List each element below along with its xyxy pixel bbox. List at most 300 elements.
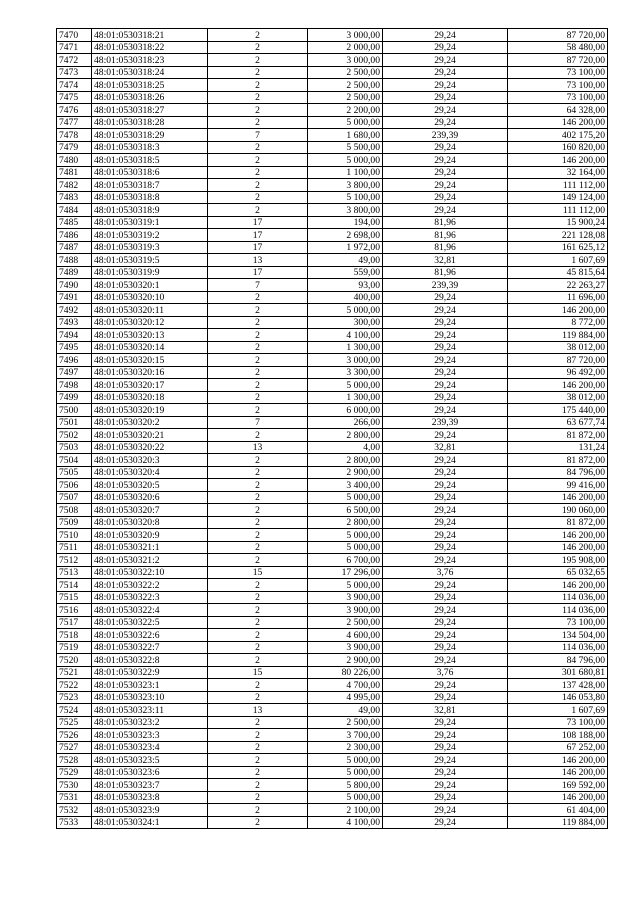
- cadastral-number-cell: 48:01:0530318:26: [92, 91, 208, 104]
- cadastral-number-cell: 48:01:0530320:6: [92, 491, 208, 504]
- cadastral-value-cell: 119 884,00: [508, 329, 608, 342]
- area-cell: 300,00: [308, 316, 383, 329]
- table-row: [57, 679, 608, 692]
- area-cell: 3 900,00: [308, 591, 383, 604]
- table-row: [57, 454, 608, 467]
- cadastral-number-cell: 48:01:0530320:9: [92, 529, 208, 542]
- specific-value-cell: 29,24: [383, 504, 508, 517]
- table-row: [57, 616, 608, 629]
- area-cell: 80 226,00: [308, 666, 383, 679]
- area-cell: 93,00: [308, 279, 383, 292]
- area-cell: 5 000,00: [308, 754, 383, 767]
- specific-value-cell: 29,24: [383, 579, 508, 592]
- cadastral-value-cell: 32 164,00: [508, 166, 608, 179]
- row-number-cell: 7470: [57, 29, 92, 42]
- cadastral-value-cell: 1 607,69: [508, 704, 608, 717]
- area-cell: 5 000,00: [308, 154, 383, 167]
- area-cell: 17 296,00: [308, 566, 383, 579]
- group-code-cell: 2: [208, 354, 308, 367]
- table-row: [57, 404, 608, 417]
- table-row: [57, 241, 608, 254]
- cadastral-value-cell: 134 504,00: [508, 629, 608, 642]
- cadastral-number-cell: 48:01:0530322:10: [92, 566, 208, 579]
- specific-value-cell: 29,24: [383, 554, 508, 567]
- cadastral-value-cell: 61 404,00: [508, 804, 608, 817]
- table-row: [57, 129, 608, 142]
- cadastral-number-cell: 48:01:0530320:14: [92, 341, 208, 354]
- table-row: [57, 604, 608, 617]
- row-number-cell: 7490: [57, 279, 92, 292]
- row-number-cell: 7485: [57, 216, 92, 229]
- area-cell: 5 000,00: [308, 541, 383, 554]
- group-code-cell: 2: [208, 716, 308, 729]
- cadastral-number-cell: 48:01:0530320:19: [92, 404, 208, 417]
- group-code-cell: 2: [208, 754, 308, 767]
- specific-value-cell: 29,24: [383, 116, 508, 129]
- area-cell: 1 300,00: [308, 341, 383, 354]
- group-code-cell: 2: [208, 429, 308, 442]
- cadastral-number-cell: 48:01:0530322:4: [92, 604, 208, 617]
- table-row: [57, 416, 608, 429]
- area-cell: 1 300,00: [308, 391, 383, 404]
- row-number-cell: 7492: [57, 304, 92, 317]
- area-cell: 3 000,00: [308, 29, 383, 42]
- group-code-cell: 2: [208, 691, 308, 704]
- table-row: [57, 216, 608, 229]
- area-cell: 6 500,00: [308, 504, 383, 517]
- table-row: [57, 141, 608, 154]
- area-cell: 5 000,00: [308, 579, 383, 592]
- group-code-cell: 7: [208, 279, 308, 292]
- specific-value-cell: 29,24: [383, 379, 508, 392]
- cadastral-number-cell: 48:01:0530318:28: [92, 116, 208, 129]
- row-number-cell: 7487: [57, 241, 92, 254]
- table-row: [57, 541, 608, 554]
- area-cell: 5 000,00: [308, 491, 383, 504]
- row-number-cell: 7509: [57, 516, 92, 529]
- cadastral-number-cell: 48:01:0530318:3: [92, 141, 208, 154]
- specific-value-cell: 29,24: [383, 679, 508, 692]
- group-code-cell: 2: [208, 529, 308, 542]
- cadastral-value-cell: 146 200,00: [508, 304, 608, 317]
- cadastral-number-cell: 48:01:0530320:15: [92, 354, 208, 367]
- group-code-cell: 2: [208, 591, 308, 604]
- area-cell: 5 500,00: [308, 141, 383, 154]
- cadastral-number-cell: 48:01:0530323:4: [92, 741, 208, 754]
- cadastral-value-cell: 146 200,00: [508, 754, 608, 767]
- table-row: [57, 816, 608, 829]
- group-code-cell: 2: [208, 379, 308, 392]
- table-row: [57, 666, 608, 679]
- table-row: [57, 516, 608, 529]
- cadastral-value-cell: 146 200,00: [508, 579, 608, 592]
- row-number-cell: 7502: [57, 429, 92, 442]
- row-number-cell: 7496: [57, 354, 92, 367]
- specific-value-cell: 29,24: [383, 354, 508, 367]
- cadastral-value-cell: 146 200,00: [508, 766, 608, 779]
- row-number-cell: 7478: [57, 129, 92, 142]
- table-row: [57, 504, 608, 517]
- group-code-cell: 2: [208, 791, 308, 804]
- specific-value-cell: 29,24: [383, 654, 508, 667]
- cadastral-number-cell: 48:01:0530318:8: [92, 191, 208, 204]
- area-cell: 5 800,00: [308, 779, 383, 792]
- area-cell: 4 600,00: [308, 629, 383, 642]
- specific-value-cell: 29,24: [383, 454, 508, 467]
- cadastral-number-cell: 48:01:0530322:3: [92, 591, 208, 604]
- cadastral-number-cell: 48:01:0530318:23: [92, 54, 208, 67]
- cadastral-number-cell: 48:01:0530322:7: [92, 641, 208, 654]
- group-code-cell: 2: [208, 291, 308, 304]
- group-code-cell: 2: [208, 479, 308, 492]
- group-code-cell: 2: [208, 679, 308, 692]
- cadastral-value-cell: 8 772,00: [508, 316, 608, 329]
- specific-value-cell: 3,76: [383, 666, 508, 679]
- specific-value-cell: 29,24: [383, 429, 508, 442]
- area-cell: 6 000,00: [308, 404, 383, 417]
- group-code-cell: 2: [208, 329, 308, 342]
- cadastral-number-cell: 48:01:0530320:3: [92, 454, 208, 467]
- row-number-cell: 7531: [57, 791, 92, 804]
- specific-value-cell: 32,81: [383, 441, 508, 454]
- specific-value-cell: 29,24: [383, 641, 508, 654]
- area-cell: 4 700,00: [308, 679, 383, 692]
- area-cell: 5 000,00: [308, 304, 383, 317]
- specific-value-cell: 29,24: [383, 466, 508, 479]
- group-code-cell: 2: [208, 804, 308, 817]
- specific-value-cell: 29,24: [383, 304, 508, 317]
- group-code-cell: 15: [208, 566, 308, 579]
- row-number-cell: 7503: [57, 441, 92, 454]
- group-code-cell: 2: [208, 466, 308, 479]
- row-number-cell: 7471: [57, 41, 92, 54]
- area-cell: 49,00: [308, 704, 383, 717]
- table-row: [57, 179, 608, 192]
- group-code-cell: 2: [208, 491, 308, 504]
- group-code-cell: 2: [208, 316, 308, 329]
- group-code-cell: 17: [208, 216, 308, 229]
- table-row: [57, 254, 608, 267]
- cadastral-value-cell: 149 124,00: [508, 191, 608, 204]
- specific-value-cell: 29,24: [383, 491, 508, 504]
- cadastral-value-cell: 146 200,00: [508, 154, 608, 167]
- cadastral-number-cell: 48:01:0530320:16: [92, 366, 208, 379]
- cadastral-number-cell: 48:01:0530322:5: [92, 616, 208, 629]
- area-cell: 2 000,00: [308, 41, 383, 54]
- area-cell: 400,00: [308, 291, 383, 304]
- specific-value-cell: 29,24: [383, 816, 508, 829]
- row-number-cell: 7511: [57, 541, 92, 554]
- row-number-cell: 7520: [57, 654, 92, 667]
- group-code-cell: 2: [208, 779, 308, 792]
- area-cell: 49,00: [308, 254, 383, 267]
- specific-value-cell: 29,24: [383, 766, 508, 779]
- cadastral-value-cell: 146 200,00: [508, 116, 608, 129]
- cadastral-value-cell: 146 200,00: [508, 791, 608, 804]
- cadastral-value-cell: 119 884,00: [508, 816, 608, 829]
- specific-value-cell: 29,24: [383, 616, 508, 629]
- area-cell: 1 100,00: [308, 166, 383, 179]
- row-number-cell: 7515: [57, 591, 92, 604]
- table-row: [57, 779, 608, 792]
- specific-value-cell: 29,24: [383, 804, 508, 817]
- specific-value-cell: 3,76: [383, 566, 508, 579]
- table-body: [57, 29, 608, 829]
- cadastral-number-cell: 48:01:0530320:13: [92, 329, 208, 342]
- group-code-cell: 2: [208, 54, 308, 67]
- area-cell: 5 000,00: [308, 791, 383, 804]
- area-cell: 194,00: [308, 216, 383, 229]
- table-row: [57, 754, 608, 767]
- area-cell: 3 400,00: [308, 479, 383, 492]
- group-code-cell: 2: [208, 366, 308, 379]
- specific-value-cell: 29,24: [383, 191, 508, 204]
- cadastral-number-cell: 48:01:0530323:8: [92, 791, 208, 804]
- row-number-cell: 7530: [57, 779, 92, 792]
- row-number-cell: 7528: [57, 754, 92, 767]
- row-number-cell: 7500: [57, 404, 92, 417]
- cadastral-number-cell: 48:01:0530321:1: [92, 541, 208, 554]
- row-number-cell: 7481: [57, 166, 92, 179]
- row-number-cell: 7512: [57, 554, 92, 567]
- specific-value-cell: 29,24: [383, 141, 508, 154]
- group-code-cell: 2: [208, 341, 308, 354]
- table-row: [57, 554, 608, 567]
- table-row: [57, 741, 608, 754]
- group-code-cell: 2: [208, 454, 308, 467]
- row-number-cell: 7514: [57, 579, 92, 592]
- cadastral-number-cell: 48:01:0530320:1: [92, 279, 208, 292]
- table-row: [57, 704, 608, 717]
- row-number-cell: 7480: [57, 154, 92, 167]
- cadastral-value-cell: 146 200,00: [508, 529, 608, 542]
- row-number-cell: 7495: [57, 341, 92, 354]
- cadastral-value-cell: 84 796,00: [508, 466, 608, 479]
- cadastral-value-cell: 87 720,00: [508, 354, 608, 367]
- group-code-cell: 2: [208, 741, 308, 754]
- specific-value-cell: 29,24: [383, 66, 508, 79]
- cadastral-value-cell: 58 480,00: [508, 41, 608, 54]
- row-number-cell: 7472: [57, 54, 92, 67]
- specific-value-cell: 29,24: [383, 529, 508, 542]
- cadastral-number-cell: 48:01:0530320:2: [92, 416, 208, 429]
- row-number-cell: 7532: [57, 804, 92, 817]
- specific-value-cell: 29,24: [383, 316, 508, 329]
- specific-value-cell: 239,39: [383, 279, 508, 292]
- specific-value-cell: 29,24: [383, 754, 508, 767]
- table-row: [57, 41, 608, 54]
- table-row: [57, 641, 608, 654]
- area-cell: 559,00: [308, 266, 383, 279]
- group-code-cell: 7: [208, 416, 308, 429]
- specific-value-cell: 29,24: [383, 329, 508, 342]
- cadastral-number-cell: 48:01:0530318:22: [92, 41, 208, 54]
- specific-value-cell: 29,24: [383, 729, 508, 742]
- table-row: [57, 54, 608, 67]
- group-code-cell: 2: [208, 816, 308, 829]
- specific-value-cell: 29,24: [383, 41, 508, 54]
- row-number-cell: 7477: [57, 116, 92, 129]
- cadastral-number-cell: 48:01:0530320:8: [92, 516, 208, 529]
- table-row: [57, 229, 608, 242]
- area-cell: 2 800,00: [308, 429, 383, 442]
- group-code-cell: 13: [208, 704, 308, 717]
- cadastral-value-cell: 114 036,00: [508, 641, 608, 654]
- cadastral-number-cell: 48:01:0530320:21: [92, 429, 208, 442]
- group-code-cell: 2: [208, 166, 308, 179]
- group-code-cell: 2: [208, 516, 308, 529]
- area-cell: 1 680,00: [308, 129, 383, 142]
- group-code-cell: 2: [208, 654, 308, 667]
- area-cell: 5 000,00: [308, 766, 383, 779]
- area-cell: 1 972,00: [308, 241, 383, 254]
- cadastral-number-cell: 48:01:0530320:11: [92, 304, 208, 317]
- cadastral-number-cell: 48:01:0530318:7: [92, 179, 208, 192]
- table-row: [57, 329, 608, 342]
- row-number-cell: 7491: [57, 291, 92, 304]
- area-cell: 2 500,00: [308, 66, 383, 79]
- specific-value-cell: 29,24: [383, 479, 508, 492]
- table-row: [57, 279, 608, 292]
- cadastral-number-cell: 48:01:0530320:5: [92, 479, 208, 492]
- area-cell: 3 800,00: [308, 204, 383, 217]
- group-code-cell: 17: [208, 241, 308, 254]
- cadastral-value-cell: 402 175,20: [508, 129, 608, 142]
- row-number-cell: 7519: [57, 641, 92, 654]
- area-cell: 3 000,00: [308, 354, 383, 367]
- row-number-cell: 7517: [57, 616, 92, 629]
- cadastral-number-cell: 48:01:0530322:6: [92, 629, 208, 642]
- specific-value-cell: 29,24: [383, 741, 508, 754]
- row-number-cell: 7506: [57, 479, 92, 492]
- table-row: [57, 479, 608, 492]
- cadastral-value-cell: 84 796,00: [508, 654, 608, 667]
- table-row: [57, 266, 608, 279]
- cadastral-value-cell: 96 492,00: [508, 366, 608, 379]
- table-row: [57, 191, 608, 204]
- cadastral-number-cell: 48:01:0530322:8: [92, 654, 208, 667]
- group-code-cell: 2: [208, 66, 308, 79]
- row-number-cell: 7493: [57, 316, 92, 329]
- cadastral-number-cell: 48:01:0530321:2: [92, 554, 208, 567]
- cadastral-value-cell: 65 032,65: [508, 566, 608, 579]
- row-number-cell: 7505: [57, 466, 92, 479]
- area-cell: 2 500,00: [308, 616, 383, 629]
- group-code-cell: 2: [208, 116, 308, 129]
- table-row: [57, 429, 608, 442]
- table-row: [57, 654, 608, 667]
- group-code-cell: 13: [208, 254, 308, 267]
- area-cell: 4 100,00: [308, 816, 383, 829]
- table-row: [57, 366, 608, 379]
- table-row: [57, 629, 608, 642]
- cadastral-number-cell: 48:01:0530323:10: [92, 691, 208, 704]
- group-code-cell: 2: [208, 29, 308, 42]
- cadastral-value-cell: 38 012,00: [508, 341, 608, 354]
- cadastral-number-cell: 48:01:0530318:21: [92, 29, 208, 42]
- area-cell: 2 900,00: [308, 654, 383, 667]
- group-code-cell: 17: [208, 229, 308, 242]
- row-number-cell: 7488: [57, 254, 92, 267]
- specific-value-cell: 29,24: [383, 104, 508, 117]
- row-number-cell: 7507: [57, 491, 92, 504]
- specific-value-cell: 29,24: [383, 779, 508, 792]
- cadastral-number-cell: 48:01:0530320:12: [92, 316, 208, 329]
- cadastral-number-cell: 48:01:0530322:2: [92, 579, 208, 592]
- specific-value-cell: 29,24: [383, 79, 508, 92]
- cadastral-value-cell: 38 012,00: [508, 391, 608, 404]
- cadastral-value-cell: 114 036,00: [508, 591, 608, 604]
- table-row: [57, 204, 608, 217]
- cadastral-value-cell: 73 100,00: [508, 91, 608, 104]
- table-row: [57, 304, 608, 317]
- row-number-cell: 7510: [57, 529, 92, 542]
- cadastral-value-cell: 1 607,69: [508, 254, 608, 267]
- group-code-cell: 2: [208, 504, 308, 517]
- table-row: [57, 766, 608, 779]
- group-code-cell: 2: [208, 541, 308, 554]
- cadastral-number-cell: 48:01:0530319:5: [92, 254, 208, 267]
- specific-value-cell: 29,24: [383, 291, 508, 304]
- cadastral-value-cell: 114 036,00: [508, 604, 608, 617]
- cadastral-value-table: [56, 28, 608, 829]
- specific-value-cell: 29,24: [383, 404, 508, 417]
- specific-value-cell: 32,81: [383, 704, 508, 717]
- cadastral-number-cell: 48:01:0530322:9: [92, 666, 208, 679]
- table-row: [57, 691, 608, 704]
- specific-value-cell: 29,24: [383, 591, 508, 604]
- table-row: [57, 804, 608, 817]
- row-number-cell: 7527: [57, 741, 92, 754]
- table-row: [57, 91, 608, 104]
- group-code-cell: 2: [208, 616, 308, 629]
- cadastral-number-cell: 48:01:0530319:1: [92, 216, 208, 229]
- row-number-cell: 7508: [57, 504, 92, 517]
- specific-value-cell: 81,96: [383, 229, 508, 242]
- group-code-cell: 2: [208, 91, 308, 104]
- area-cell: 4 100,00: [308, 329, 383, 342]
- cadastral-value-cell: 301 680,81: [508, 666, 608, 679]
- group-code-cell: 17: [208, 266, 308, 279]
- cadastral-value-cell: 73 100,00: [508, 616, 608, 629]
- area-cell: 2 698,00: [308, 229, 383, 242]
- cadastral-value-cell: 137 428,00: [508, 679, 608, 692]
- specific-value-cell: 29,24: [383, 716, 508, 729]
- row-number-cell: 7533: [57, 816, 92, 829]
- group-code-cell: 13: [208, 441, 308, 454]
- cadastral-value-cell: 146 200,00: [508, 541, 608, 554]
- cadastral-number-cell: 48:01:0530320:7: [92, 504, 208, 517]
- cadastral-number-cell: 48:01:0530323:2: [92, 716, 208, 729]
- area-cell: 2 300,00: [308, 741, 383, 754]
- group-code-cell: 2: [208, 629, 308, 642]
- cadastral-value-cell: 111 112,00: [508, 179, 608, 192]
- specific-value-cell: 29,24: [383, 29, 508, 42]
- specific-value-cell: 29,24: [383, 91, 508, 104]
- cadastral-value-cell: 146 053,80: [508, 691, 608, 704]
- group-code-cell: 2: [208, 404, 308, 417]
- specific-value-cell: 29,24: [383, 604, 508, 617]
- group-code-cell: 2: [208, 391, 308, 404]
- cadastral-value-cell: 45 815,64: [508, 266, 608, 279]
- group-code-cell: 2: [208, 204, 308, 217]
- group-code-cell: 2: [208, 729, 308, 742]
- row-number-cell: 7518: [57, 629, 92, 642]
- table-row: [57, 29, 608, 42]
- area-cell: 2 200,00: [308, 104, 383, 117]
- table-row: [57, 466, 608, 479]
- cadastral-value-cell: 190 060,00: [508, 504, 608, 517]
